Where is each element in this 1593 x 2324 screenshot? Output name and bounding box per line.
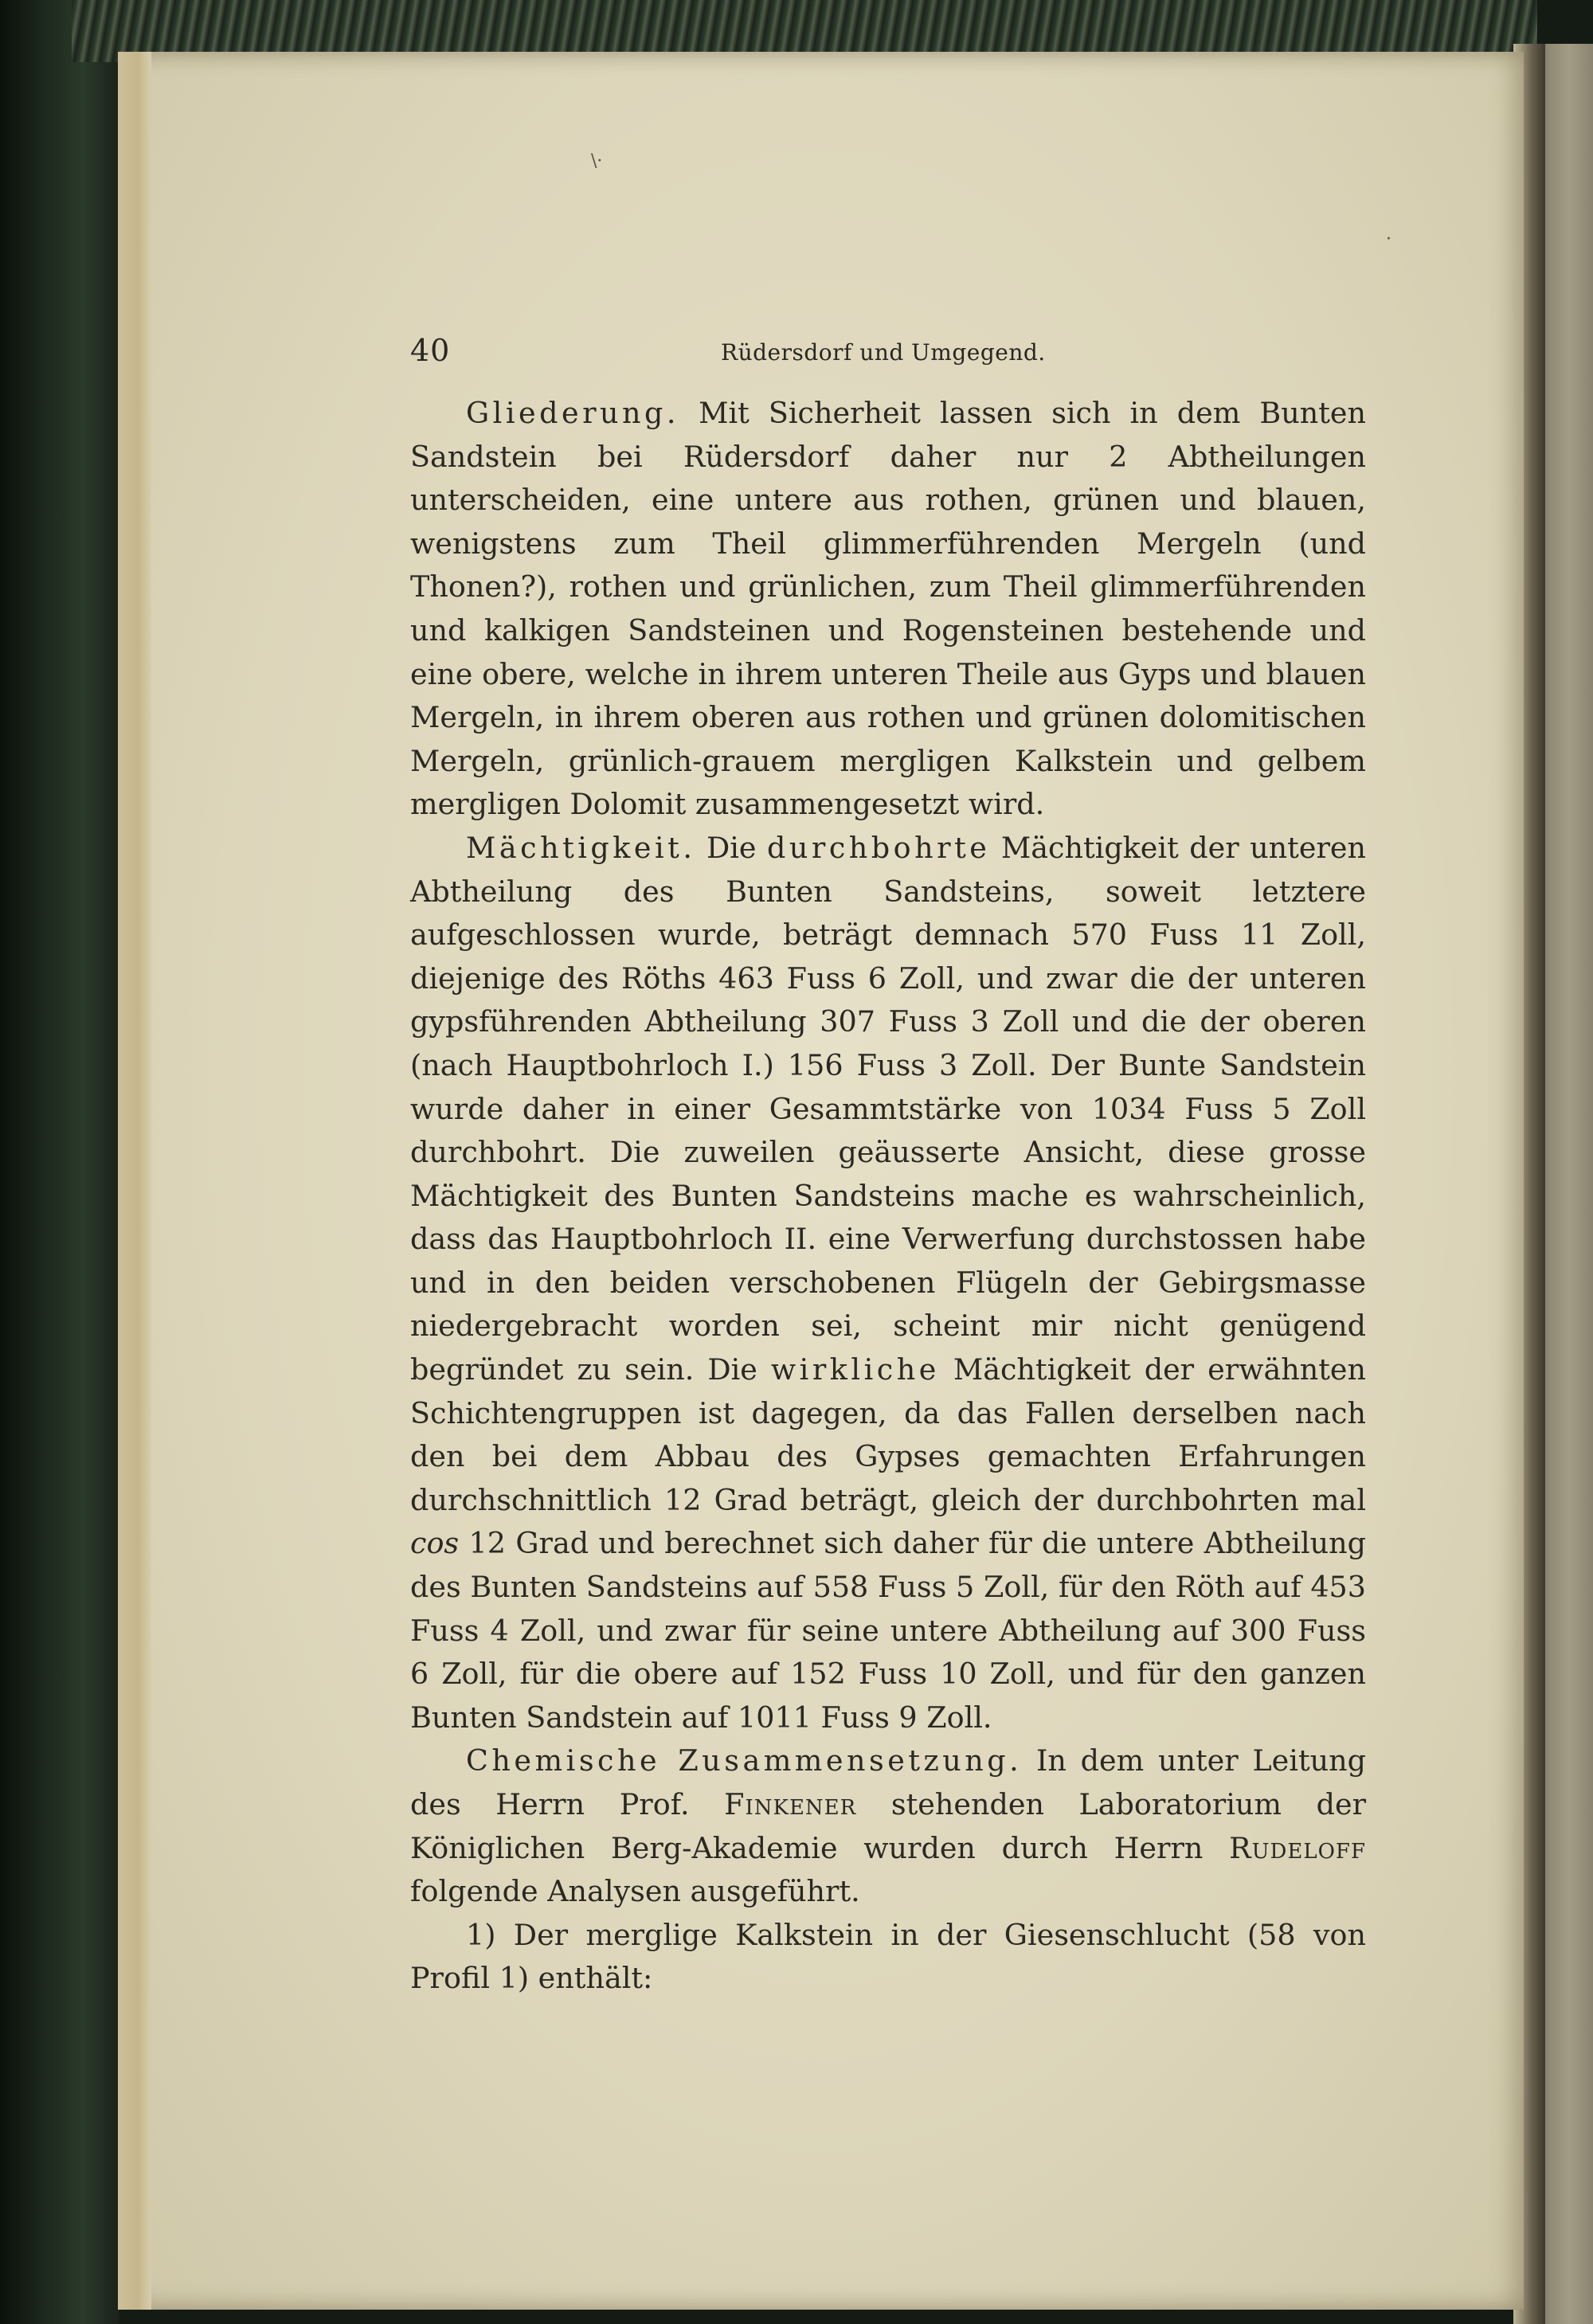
paragraph-text: Mächtigkeit der unteren Abtheilung des Bunten Sandsteins, soweit letztere aufgeschlossen wurde, beträgt demnach 570 Fuss 11 Zoll, diejenige des Röths 463 Fuss 6 Zoll, und zwar die der unteren gypsführenden Abtheilung 307 Fuss 3 Zoll und die der oberen (nach Hauptbohrloch I.) 156 Fuss 3 Zoll. Der Bunte Sandstein wurde daher in einer Gesammtstärke von 1034 Fuss 5 Zoll durchbohrt. Die zuweilen geäusserte Ansicht, diese grosse Mächtigkeit des Bunten Sandsteins mache es wahrscheinlich, dass das Hauptbohrloch II. eine Verwerfung durchstossen habe und in den beiden verschobenen Flügeln der Gebirgsmasse niedergebracht worden sei, scheint mir nicht genügend begründet zu sein. Die [410,830,1367,1387]
scan-speck: \· [591,151,603,171]
paragraph-gliederung [410,392,1366,827]
paragraph-text: 12 Grad und berechnet sich daher für die untere Abtheilung des Bunten Sandsteins auf 558 Fuss 5 Zoll, für den Röth auf 453 Fuss 4 Zoll, und zwar für seine untere Abtheilung auf 300 Fuss 6 Zoll, für die obere auf 152 Fuss 10 Zoll, und für den ganzen Bunten Sandstein auf 1011 Fuss 9 Zoll. [410,1526,1366,1735]
paragraph-text: folgende Analysen ausgeführt. [410,1874,860,1909]
person-name: Rudeloff [1229,1830,1367,1865]
paragraph-text: Die [706,830,757,865]
person-name: Finkener [724,1787,857,1821]
section-heading: Mächtigkeit. [466,830,696,865]
paragraph-text: 1) Der merglige Kalkstein in der Giesenschlucht (58 von Profil 1) enthält: [410,1917,1366,1996]
section-heading: Chemische Zusammensetzung. [466,1743,1023,1778]
emphasis-text: wirkliche [770,1352,940,1387]
paragraph-text: Mit Sicherheit lassen sich in dem Bunten Sandstein bei Rüdersdorf daher nur 2 Abtheilungen unterscheiden, eine untere aus rothen, grünen und blauen, wenigstens zum Theil glimmerführenden Mergeln (und Thonen?), rothen und grünlichen, zum Theil glimmerführenden und kalkigen Sandsteinen und Rogensteinen bestehende und eine obere, welche in ihrem unteren Theile aus Gyps und blauen Mergeln, in ihrem oberen aus rothen und grünen dolomitischen Mergeln, grünlich-grauem mergligen Kalkstein und gelbem mergligen Dolomit zusammengesetzt wird. [410,396,1366,822]
running-title: Rüdersdorf und Umgegend. [721,339,1046,366]
cos-symbol: cos [410,1526,460,1561]
paragraph-analysis-1 [410,1914,1366,2001]
paragraph-maechtigkeit [410,827,1366,1739]
section-heading: Gliederung. [466,396,680,430]
page-number: 40 [410,333,451,368]
emphasis-text: durchbohrte [767,830,991,865]
page-left-edge [118,52,151,2310]
page-header [410,333,1071,373]
book-cover-left [0,0,119,2324]
paragraph-text: Mächtigkeit der erwähnten Schichtengruppen ist dagegen, da das Fallen derselben nach den bei dem Abbau des Gypses gemachten Erfahrungen durchschnittlich 12 Grad beträgt, gleich der durchbohrten mal [410,1352,1366,1517]
paragraph-chemische-zusammensetzung [410,1739,1366,1913]
body-text [410,392,1366,2001]
paragraph-text: stehenden Laboratorium der Königlichen Berg-Akademie wurden durch Herrn [410,1787,1367,1865]
scan-speck: · [1386,229,1391,249]
paragraph-text: In dem unter Leitung des Herrn Prof. [410,1743,1367,1821]
